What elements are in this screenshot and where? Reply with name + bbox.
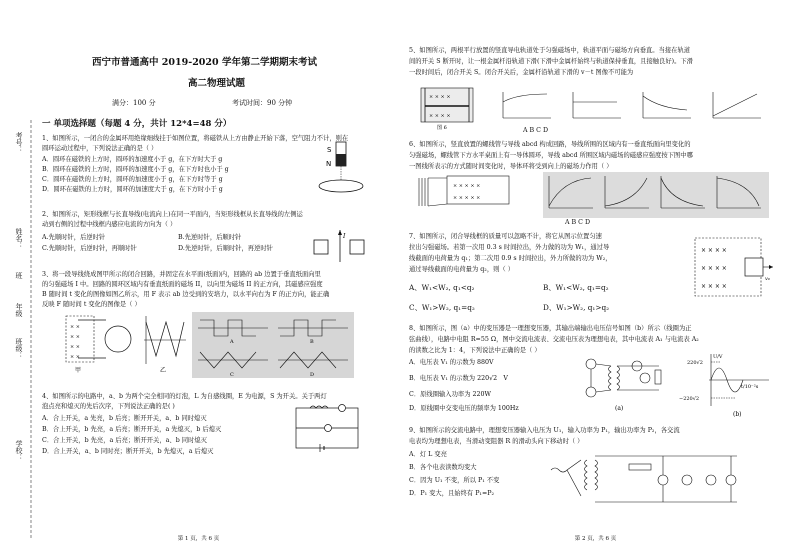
svg-text:× ×: × × bbox=[70, 344, 80, 350]
q5-stem-line3: 一段时间后，闭合开关 S。闭合开关后，金属杆沿轨道下滑的 v－t 图像不可能为 bbox=[409, 69, 634, 76]
page-1-footer: 第 1 页，共 6 页 bbox=[177, 536, 220, 542]
q3-stem-line4: 反映 F 随时间 t 变化的图像是（ ） bbox=[42, 301, 141, 308]
exam-subtitle: 高二物理试题 bbox=[188, 78, 246, 89]
q8-axis-uneg-label: −220√2 bbox=[679, 396, 700, 402]
q8-stem-line2: 弦曲线），电路中电阻 R=55 Ω，图中交流电流表、交流电压表为理想电表，其中电流表 A₁ 与电流表 A₂ bbox=[409, 336, 699, 343]
q2-current-label: I bbox=[343, 233, 346, 240]
q1-stem-line1: 1、如图所示，一闭合的金属环用绝缘细线挂于如图位置，将磁铁从上方由静止开始下落，空气阻力不计，则在 bbox=[42, 135, 349, 142]
svg-text:× × × × ×: × × × × × bbox=[453, 183, 481, 189]
magnet-n-pole-label: N bbox=[326, 160, 332, 168]
q9-stem-line1: 9、如图所示的交流电路中，理想变压器输入电压为 U₁，输入功率为 P₁，输出功率为 P₂，各交流 bbox=[409, 427, 680, 434]
q8-label-b: (b) bbox=[733, 411, 742, 418]
q4-option-c: C．合上开关，b 先亮，a 后亮；断开开关，a、b 同时熄灭 bbox=[42, 437, 207, 444]
q3-stem-line1: 3、将一段导线绕成图甲所示的闭合回路，并固定在水平面(纸面)内，回路的 ab 边置于垂直纸面向里 bbox=[42, 271, 321, 278]
q8-stem-line1: 8、如图所示，图（a）中的变压器是一理想变压器，其输出端输出电压信号如图（b）所示（线圈为正 bbox=[409, 325, 692, 332]
q1-magnet-ring-figure bbox=[300, 140, 366, 202]
q8-option-a: A．电压表 V₁ 的示数为 880V bbox=[409, 359, 494, 366]
q1-stem-line2: 圆环运动过程中，下列说法正确的是（ ） bbox=[42, 145, 158, 152]
q5-vt-graphs bbox=[497, 90, 767, 126]
q3-stem-line3: B 随时间 t 变化的图像如图乙所示，用 F 表示 ab 边受到的安培力，以水平向右为 F 的正方向，能正确 bbox=[42, 291, 330, 298]
binding-label-ban: 班 bbox=[15, 272, 23, 279]
page-2-footer: 第 2 页，共 6 页 bbox=[574, 536, 617, 542]
binding-label-nianji: 年级 bbox=[15, 303, 23, 317]
q3-stem-line2: 的匀强磁场 I 中。回路的圆环区域内有垂直纸面的磁场 II，以向里为磁场 II 的正方向，其磁感应强度 bbox=[42, 281, 323, 288]
q3-bt-graph-yi bbox=[140, 312, 188, 374]
q3-jia-label: 甲 bbox=[75, 367, 82, 374]
q7-loop-field-figure bbox=[693, 236, 775, 302]
q1-option-d: D．圆环在磁铁的上方时，圆环的加速度大于 g，在下方时小于 g bbox=[42, 186, 223, 193]
q5-stem-line1: 5、如图所示，两根平行放置的竖直导电轨道处于匀强磁场中，轨道平面与磁场方向垂直。当接在轨道 bbox=[409, 47, 691, 54]
q4-option-d: D．合上开关，a、b 同时亮；断开开关，b 先熄灭，a 后熄灭 bbox=[42, 448, 214, 455]
binding-label-xuexiao: 学校： bbox=[15, 440, 23, 461]
q4-stem-line2: 泡点亮和熄灭的先后次序，下列说法正确的是( ) bbox=[42, 403, 175, 410]
q2-option-a: A.先顺时针，后逆时针 bbox=[42, 234, 106, 241]
q3-graph-a-label: A bbox=[230, 339, 234, 345]
q8-axis-t-label: t/10⁻²s bbox=[741, 384, 759, 390]
exam-score: 满分：100 分 bbox=[112, 99, 156, 107]
q6-bt-graph-panel bbox=[543, 172, 769, 218]
q8-option-c: C．原线圈输入功率为 220W bbox=[409, 391, 491, 398]
svg-text:× × × ×: × × × × bbox=[701, 283, 727, 290]
svg-text:× ×: × × bbox=[70, 324, 80, 330]
magnet-s-pole-label: S bbox=[327, 146, 332, 154]
q9-transformer-circuit bbox=[547, 450, 743, 508]
binding-dashed-line bbox=[28, 120, 34, 540]
q9-option-a: A．灯 L 变亮 bbox=[409, 451, 447, 458]
q2-option-c: C.先顺时针，后逆时针，再顺时针 bbox=[42, 245, 137, 252]
svg-text:× × × ×: × × × × bbox=[701, 247, 727, 254]
q8-option-d: D．原线圈中交变电压的频率为 100Hz bbox=[409, 405, 519, 412]
q9-option-b: B．各个电表读数均变大 bbox=[409, 464, 477, 471]
binding-label-xingming: 姓名： bbox=[15, 228, 23, 249]
q7-stem-line3: 线截面的电荷量为 q₁；第二次用 0.9 s 时间拉出，外力所做的功为 W₂， bbox=[409, 255, 612, 262]
q8-stem-line3: 的读数之比为 1：4，下列说法中正确的是（ ） bbox=[409, 347, 541, 354]
q2-option-d: D.先逆时针，后顺时针，再逆时针 bbox=[178, 245, 273, 252]
q5-rail-figure bbox=[415, 84, 495, 130]
q5-stem-line2: 间的开关 S 断开时，让一根金属杆沿轨道下滑(下滑中金属杆始终与轨道保持垂直，且接触良好)。下滑 bbox=[409, 58, 693, 65]
svg-text:× ×: × × bbox=[70, 334, 80, 340]
q3-yi-label: 乙 bbox=[160, 367, 167, 374]
binding-label-banji: 班级： bbox=[15, 338, 23, 359]
q3-options-graph-panel bbox=[192, 312, 354, 378]
q3-circuit-figure-jia bbox=[62, 312, 138, 374]
q9-option-d: D．P₁ 变大，且始终有 P₁=P₂ bbox=[409, 490, 494, 497]
q5-graph-option-labels: A B C D bbox=[523, 127, 549, 134]
q3-graph-c-label: C bbox=[230, 372, 234, 378]
q7-stem-line4: 通过导线截面的电荷量为 q₂，则（ ） bbox=[409, 266, 515, 273]
q2-option-b: B.先逆时针，后顺时针 bbox=[178, 234, 242, 241]
q5-fig-label: 图 6 bbox=[437, 125, 447, 130]
q2-stem-line1: 2、如图所示，矩形线框与长直导线(电流向上)在同一平面内，当矩形线框从长直导线的左侧运 bbox=[42, 211, 303, 218]
q9-stem-line2: 电表均为理想电表，当滑动变阻器 R 的滑动头向下移动时（ ） bbox=[409, 438, 584, 445]
q6-stem-line2: 匀强磁场，螺线管下方水平桌面上有一导体圆环，导线 abcd 所围区域内磁场的磁感应强度按下图中哪 bbox=[409, 152, 693, 159]
exam-page-2 bbox=[397, 0, 794, 550]
q7-option-b: B、W₁<W₂, q₁=q₂ bbox=[543, 283, 609, 292]
q9-option-c: C．因为 U₁ 不变，所以 P₁ 不变 bbox=[409, 477, 500, 484]
q6-solenoid-figure bbox=[413, 172, 533, 212]
q4-stem-line1: 4、如图所示的电路中，a、b 为两个完全相同的灯泡，L 为自感线圈，E 为电源，S 为开关。关于两灯 bbox=[42, 393, 327, 400]
q6-graph-option-labels: A B C D bbox=[565, 219, 591, 226]
q2-wire-frame-figure bbox=[310, 228, 366, 264]
q4-circuit-figure bbox=[290, 402, 364, 454]
q1-option-c: C．圆环在磁铁的上方时，圆环的加速度小于 g，在下方时等于 g bbox=[42, 176, 223, 183]
svg-text:× ×: × × bbox=[70, 354, 80, 360]
q6-stem-line1: 6、如图所示，竖直放置的螺线管与导线 abcd 构成回路，导线所围的区域内有一垂直纸面向里变化的 bbox=[409, 141, 691, 148]
q1-option-b: B．圆环在磁铁的上方时，圆环的加速度小于 g，在下方时也小于 g bbox=[42, 166, 229, 173]
q6-stem-line3: 一图线所表示的方式随时间变化时，导体环将受到向上的磁场力作用（ ） bbox=[409, 163, 613, 170]
section-heading-single-choice: 一 单项选择题（每题 4 分，共计 12*4=48 分） bbox=[42, 119, 232, 129]
q7-option-a: A、W₁<W₂, q₁<q₂ bbox=[409, 283, 475, 292]
q1-option-a: A．圆环在磁铁的上方时，圆环的加速度小于 g，在下方时大于 g bbox=[42, 156, 223, 163]
q3-graph-d-label: D bbox=[310, 372, 315, 378]
q3-graph-b-label: B bbox=[310, 339, 314, 345]
exam-title: 西宁市普通高中 2019-2020 学年第二学期期末考试 bbox=[92, 57, 317, 68]
q8-label-a: (a) bbox=[615, 405, 624, 412]
q8-axis-u-label: U/V bbox=[713, 354, 723, 360]
q8-axis-upos-label: 220√2 bbox=[687, 360, 703, 366]
q7-stem-line1: 7、如图所示，闭合导线框的质量可以忽略不计，将它从图示位置匀速 bbox=[409, 233, 602, 240]
exam-time: 考试时间：90 分钟 bbox=[232, 99, 293, 107]
q4-option-b: B．合上开关，b 先亮，a 后亮；断开开关，a 先熄灭，b 后熄灭 bbox=[42, 426, 222, 433]
q8-voltage-waveform-b bbox=[677, 350, 773, 418]
svg-text:× × × × ×: × × × × × bbox=[453, 195, 481, 201]
svg-text:× × × ×: × × × × bbox=[429, 94, 451, 100]
q2-stem-line2: 动到右侧的过程中线框内感应电流的方向为（ ） bbox=[42, 221, 177, 228]
q7-stem-line2: 拉出匀强磁场。若第一次用 0.3 s 时间拉出，外力做的功为 W₁，通过导 bbox=[409, 244, 610, 251]
q7-velocity-label: v₀ bbox=[765, 276, 770, 282]
svg-text:× × × ×: × × × × bbox=[429, 113, 451, 119]
q4-option-a: A．合上开关，a 先亮，b 后亮；断开开关，a、b 同时熄灭 bbox=[42, 415, 207, 422]
q8-option-b: B．电压表 V₁ 的示数为 220√2 V bbox=[409, 375, 508, 382]
binding-label-kaohao: 考号： bbox=[15, 132, 23, 153]
q7-option-d: D、W₁>W₂, q₁>q₂ bbox=[543, 303, 610, 312]
svg-text:× × × ×: × × × × bbox=[701, 265, 727, 272]
q8-transformer-circuit-a bbox=[579, 352, 665, 416]
q7-option-c: C、W₁>W₂, q₁=q₂ bbox=[409, 303, 475, 312]
